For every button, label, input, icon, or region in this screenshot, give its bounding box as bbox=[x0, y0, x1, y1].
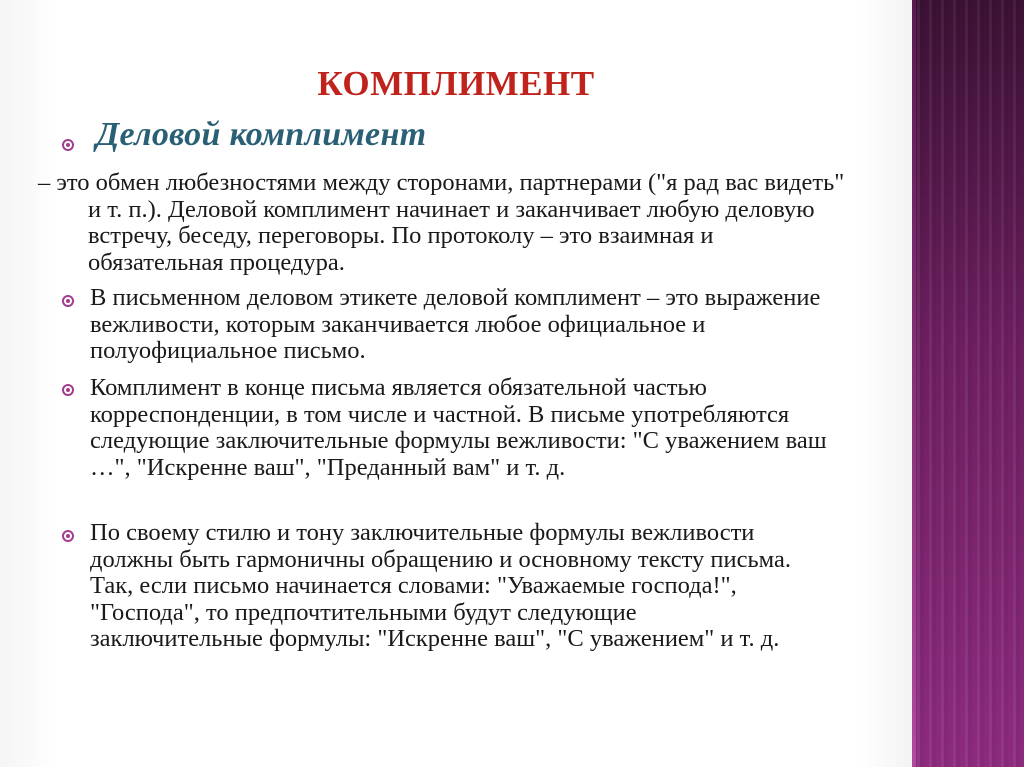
bullet-paragraph-3: По своему стилю и тону заключительные формулы вежливости должны быть гармоничны обращению и основному тексту письма. Так, если письмо начинается словами: "Уважаемые господа!", "Господа", то предпочтительными будут следующие заключительные формулы: "Искренне ваш", "С уважением" и т. д. bbox=[90, 519, 791, 652]
circle-bullet-icon bbox=[62, 295, 74, 307]
bullet-paragraph-1: В письменном деловом этикете деловой комплимент – это выражение вежливости, которым заканчивается любое официальное и полуофициальное письмо. bbox=[90, 284, 821, 364]
circle-bullet-icon bbox=[62, 530, 74, 542]
definition-paragraph: – это обмен любезностями между сторонами, партнерами ("я рад вас видеть" и т. п.). Деловой комплимент начинает и заканчивает любую деловую встречу, беседу, переговоры. По протоколу – это взаимная и обязательная процедура. bbox=[38, 169, 845, 276]
circle-bullet-icon bbox=[62, 139, 74, 151]
decorative-side-band bbox=[912, 0, 1024, 767]
side-band-edge bbox=[912, 0, 916, 767]
circle-bullet-icon bbox=[62, 384, 74, 396]
slide-title: КОМПЛИМЕНТ bbox=[317, 64, 595, 103]
bullet-paragraph-2: Комплимент в конце письма является обязательной частью корреспонденции, в том числе и частной. В письме употребляются следующие заключительные формулы вежливости: "С уважением ваш …", "Искренне ваш", "Преданный вам" и т. д. bbox=[90, 374, 827, 481]
slide-subtitle: Деловой комплимент bbox=[96, 116, 427, 153]
side-band-stripes bbox=[912, 0, 1024, 767]
